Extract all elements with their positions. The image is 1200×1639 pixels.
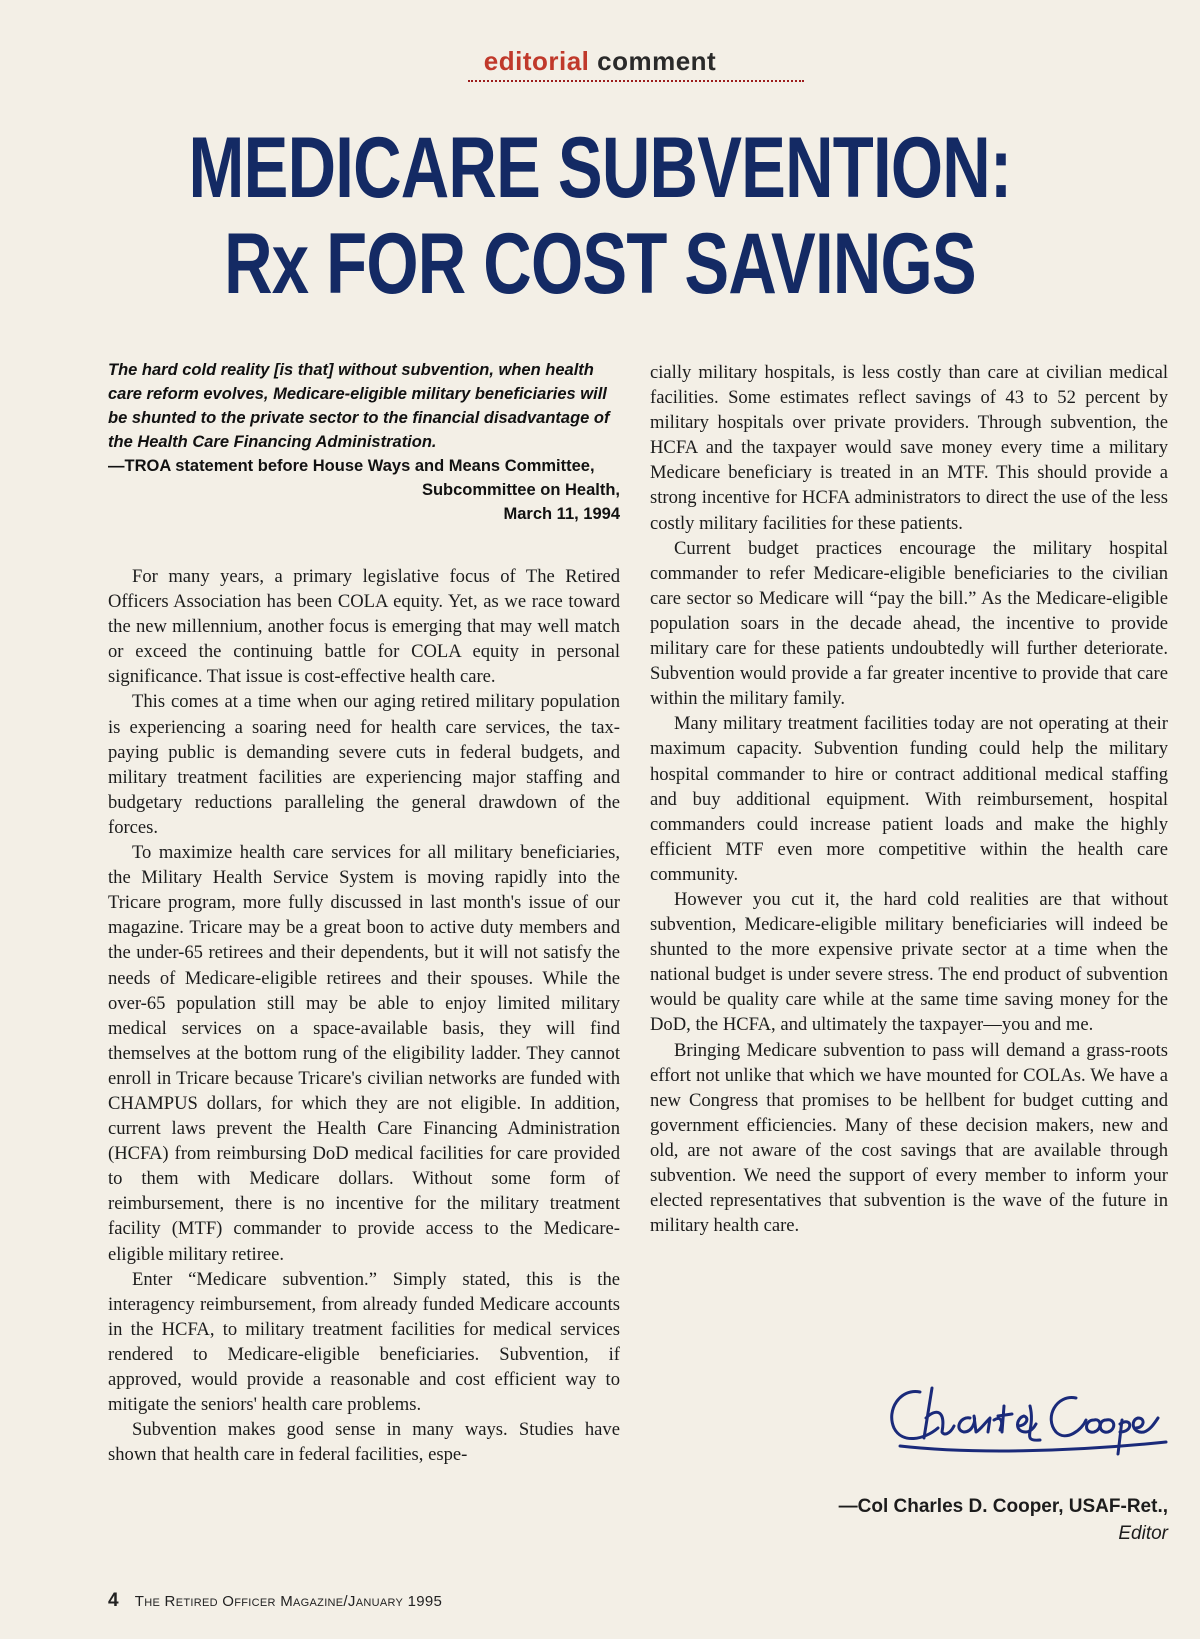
body-paragraph: Enter “Medicare subvention.” Simply stated, this is the interagency reimbursement, from already funded Medicare accounts in the HCFA, to military treatment facilities for medical services rendered to Medicare-eligible beneficiaries. Subvention, if approved, would provide a reasonable and cost efficient way to mitigate the seniors' health care problems. [108, 1268, 620, 1416]
publication-line: The Retired Officer Magazine/January 1995 [134, 1593, 443, 1610]
kicker-dotted-rule [468, 80, 804, 82]
body-paragraph: Current budget practices encourage the military hospital commander to refer Medicare-eligible beneficiaries to the civilian care sector so Medicare will “pay the bill.” As the Medicare-eligible population soars in the decade ahead, the incentive to provide military care for these patients undoubtedly will further deteriorate. Subvention would provide a far greater incentive to provide that care within the military family. [650, 537, 1168, 710]
handwritten-signature [880, 1370, 1170, 1465]
signature-block [839, 1493, 1168, 1547]
body-paragraph: To maximize health care services for all military beneficiaries, the Military Health Service System is moving rapidly into the Tricare program, more fully discussed in last month's issue of our magazine. Tricare may be a great boon to active duty members and the under-65 retirees and their dependents, but it will not satisfy the needs of Medicare-eligible retirees and their spouses. While the over-65 population still may be able to enjoy limited military medical services on a space-available basis, they will find themselves at the bottom rung of the eligibility ladder. They cannot enroll in Tricare because Tricare's civilian networks are funded with CHAMPUS dollars, for which they are not eligible. In addition, current laws prevent the Health Care Financing Administration (HCFA) from reimbursing DoD medical facilities for care provided to them with Medicare dollars. Without some form of reimbursement, there is no incentive for the military treatment facility (MTF) commander to provide access to the Medicare-eligible military retiree. [108, 842, 620, 1265]
headline-line-2: Rx FOR COST SAVINGS [224, 216, 976, 312]
epigraph-quote: The hard cold reality [is that] without subvention, when health care reform evolves, Medicare-eligible military beneficiaries will be shunted to the private sector to the financial disadvantage of the Health Care Financing Administration. [108, 361, 610, 451]
body-paragraph: Many military treatment facilities today are not operating at their maximum capacity. Subvention funding could help the military hospital commander to hire or contract additional medical staffing and buy additional equipment. With reimbursement, hospital commanders could increase patient loads and make the highly efficient MTF even more competitive within the health care community. [650, 713, 1168, 885]
right-body-text [650, 360, 1168, 1238]
page-footer [108, 1590, 442, 1612]
signer-title: Editor [1118, 1523, 1168, 1544]
body-paragraph: For many years, a primary legislative focus of The Retired Officers Association has been COLA equity. Yet, as we race toward the new millennium, another focus is emerging that may well match or exceed the continuing battle for COLA equity in personal significance. That issue is cost-effective health care. [108, 566, 620, 688]
signer-name: —Col Charles D. Cooper, USAF-Ret., [838, 1496, 1168, 1517]
body-paragraph-continued: cially military hospitals, is less costly than care at civilian medical facilities. Some estimates reflect savings of 43 to 52 percent by military hospitals over private providers. Through subvention, the HCFA and the taxpayer would save money every time a military Medicare beneficiary is treated in an MTF. This should provide a strong incentive for HCFA administrators to direct the use of the less costly military facilities for these patients. [650, 362, 1168, 534]
page-number: 4 [108, 1590, 119, 1611]
kicker-editorial: editorial [483, 46, 590, 76]
kicker-comment: comment [597, 46, 717, 76]
attribution-line-3: March 11, 1994 [503, 505, 620, 523]
headline-line-1: MEDICARE SUBVENTION: [188, 120, 1012, 216]
right-column [650, 360, 1168, 1238]
body-paragraph: However you cut it, the hard cold realities are that without subvention, Medicare-eligible military beneficiaries will indeed be shunted to the more expensive private sector at a time when the national budget is under severe stress. The end product of subvention would be quality care while at the same time saving money for the DoD, the HCFA, and ultimately the taxpayer—you and me. [650, 888, 1168, 1036]
attribution-line-1: —TROA statement before House Ways and Means Committee, [108, 457, 595, 475]
body-paragraph: Subvention makes good sense in many ways. Studies have shown that health care in federal facilities, espe- [108, 1419, 620, 1466]
attribution-line-2: Subcommittee on Health, [421, 481, 620, 499]
left-body-text [108, 564, 620, 1467]
epigraph-attribution [108, 454, 620, 526]
headline [132, 120, 1068, 312]
section-kicker [0, 46, 1200, 77]
body-paragraph: This comes at a time when our aging retired military population is experiencing a soaring need for health care services, the tax-paying public is demanding severe cuts in federal budgets, and military treatment facilities are experiencing major staffing and budgetary reductions paralleling the general drawdown of the forces. [108, 691, 620, 838]
left-column [108, 358, 620, 1467]
body-paragraph: Bringing Medicare subvention to pass will demand a grass-roots effort not unlike that which we have mounted for COLAs. We have a new Congress that promises to be hellbent for budget cutting and government efficiencies. Many of these decision makers, new and old, are not aware of the cost savings that are available through subvention. We need the support of every member to inform your elected representatives that subvention is the wave of the future in military health care. [650, 1039, 1168, 1237]
